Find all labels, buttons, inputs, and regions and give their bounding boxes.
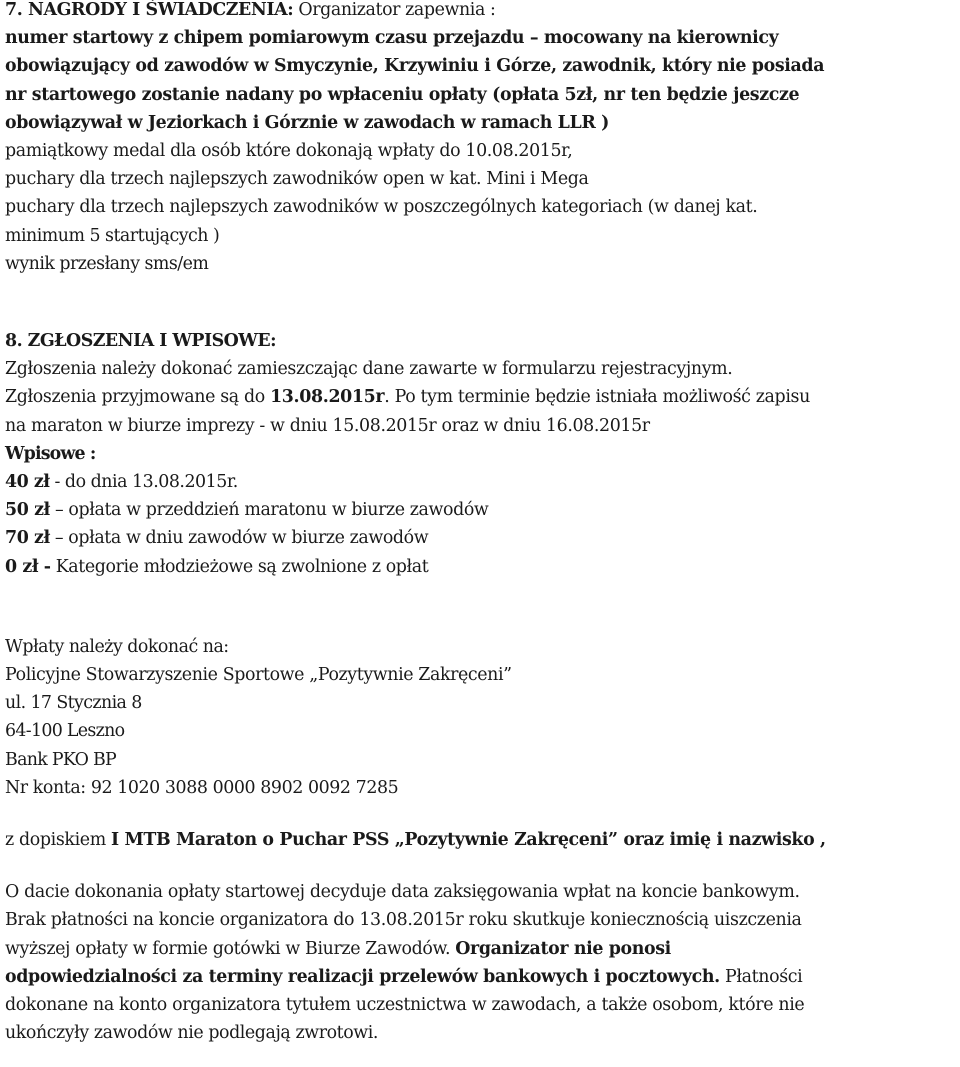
- fee-row: [5, 468, 960, 496]
- zgloszenia-line-1: Zgłoszenia należy dokonać zamieszczając dane zawarte w formularzu rejestracyjnym.: [5, 359, 733, 380]
- fee-description: Kategorie młodzieżowe są zwolnione z opłat: [50, 556, 429, 577]
- fee-row: [5, 496, 960, 524]
- zgloszenia-line-2: [5, 383, 960, 411]
- chip-line-3: [5, 81, 960, 109]
- wpisowe-heading: Wpisowe :: [5, 443, 96, 464]
- fee-description: - do dnia 13.08.2015r.: [49, 472, 238, 493]
- dopisek-line: [5, 826, 960, 854]
- final-line-3-text: wyższej opłaty w formie gotówki w Biurze Zawodów.: [5, 938, 456, 959]
- fee-row: [5, 524, 960, 552]
- zgloszenia-line-3: na maraton w biurze imprezy - w dniu 15.08.2015r oraz w dniu 16.08.2015r: [5, 415, 650, 436]
- zgloszenia-deadline-date: 13.08.2015r: [270, 387, 385, 408]
- final-line-4-text: Płatności: [719, 966, 803, 987]
- medal-line: pamiątkowy medal dla osób które dokonają wpłaty do 10.08.2015r,: [5, 141, 573, 162]
- payment-street: ul. 17 Stycznia 8: [5, 693, 142, 714]
- payment-bank: Bank PKO BP: [5, 749, 117, 770]
- wynik-line: wynik przesłany sms/em: [5, 253, 209, 274]
- chip-line-2: obowiązujący od zawodów w Smyczynie, Krzywiniu i Górze, zawodnik, który nie posiada: [5, 56, 825, 77]
- section-8-heading: 8. ZGŁOSZENIA I WPISOWE:: [5, 331, 276, 352]
- chip-line-3-main: nr startowego zostanie nadany po wpłaceniu opłaty: [5, 84, 493, 105]
- payment-organization: Policyjne Stowarzyszenie Sportowe „Pozytywnie Zakręceni”: [5, 665, 512, 686]
- final-line-5: dokonane na konto organizatora tytułem uczestnictwa w zawodach, a także osobom, które nie: [5, 995, 805, 1016]
- payment-account-number: Nr konta: 92 1020 3088 0000 8902 0092 7285: [5, 777, 399, 798]
- zgloszenia-deadline-suffix: . Po tym terminie będzie istniała możliwość zapisu: [384, 387, 810, 408]
- dopisek-title: I MTB Maraton o Puchar PSS „Pozytywnie Zakręceni” oraz imię i nazwisko ,: [111, 830, 826, 851]
- puchary-open-line: puchary dla trzech najlepszych zawodników open w kat. Mini i Mega: [5, 169, 589, 190]
- final-line-4-bold: odpowiedzialności za terminy realizacji przelewów bankowych i pocztowych.: [5, 966, 720, 987]
- fee-amount: 40 zł: [5, 472, 50, 493]
- fee-row: [5, 553, 960, 581]
- fee-amount: 50 zł: [5, 500, 50, 521]
- dopisek-prefix: z dopiskiem: [5, 830, 112, 851]
- puchary-kategorie-line-2: minimum 5 startujących ): [5, 225, 220, 246]
- chip-line-1: numer startowy z chipem pomiarowym czasu przejazdu – mocowany na kierownicy: [5, 28, 779, 49]
- section-7-heading: 7. NAGRODY I ŚWIADCZENIA:: [5, 0, 294, 20]
- final-line-1: O dacie dokonania opłaty startowej decyduje data zaksięgowania wpłat na koncie bankowym.: [5, 882, 800, 903]
- chip-line-3-fee: (opłata 5zł, nr ten będzie jeszcze: [492, 84, 800, 105]
- puchary-kategorie-line-1: puchary dla trzech najlepszych zawodników w poszczególnych kategoriach (w danej kat.: [5, 197, 758, 218]
- chip-line-4: obowiązywał w Jeziorkach i Górznie w zawodach w ramach LLR ): [5, 112, 609, 133]
- payment-intro: Wpłaty należy dokonać na:: [5, 636, 229, 657]
- fee-description: – opłata w dniu zawodów w biurze zawodów: [49, 528, 429, 549]
- final-line-4: [5, 963, 960, 991]
- final-line-3: [5, 935, 960, 963]
- final-line-3-bold: Organizator nie ponosi: [455, 938, 671, 959]
- section-7-intro: Organizator zapewnia :: [293, 0, 496, 20]
- zgloszenia-deadline-prefix: Zgłoszenia przyjmowane są do: [5, 387, 271, 408]
- fee-description: – opłata w przeddzień maratonu w biurze zawodów: [49, 500, 489, 521]
- payment-city: 64-100 Leszno: [5, 721, 125, 742]
- fee-amount: 0 zł -: [5, 556, 51, 577]
- final-line-2: Brak płatności na koncie organizatora do 13.08.2015r roku skutkuje koniecznością uiszczenia: [5, 910, 802, 931]
- section-7-title-line: [5, 0, 960, 24]
- final-line-6: ukończyły zawodów nie podlegają zwrotowi.: [5, 1023, 378, 1044]
- fee-amount: 70 zł: [5, 528, 50, 549]
